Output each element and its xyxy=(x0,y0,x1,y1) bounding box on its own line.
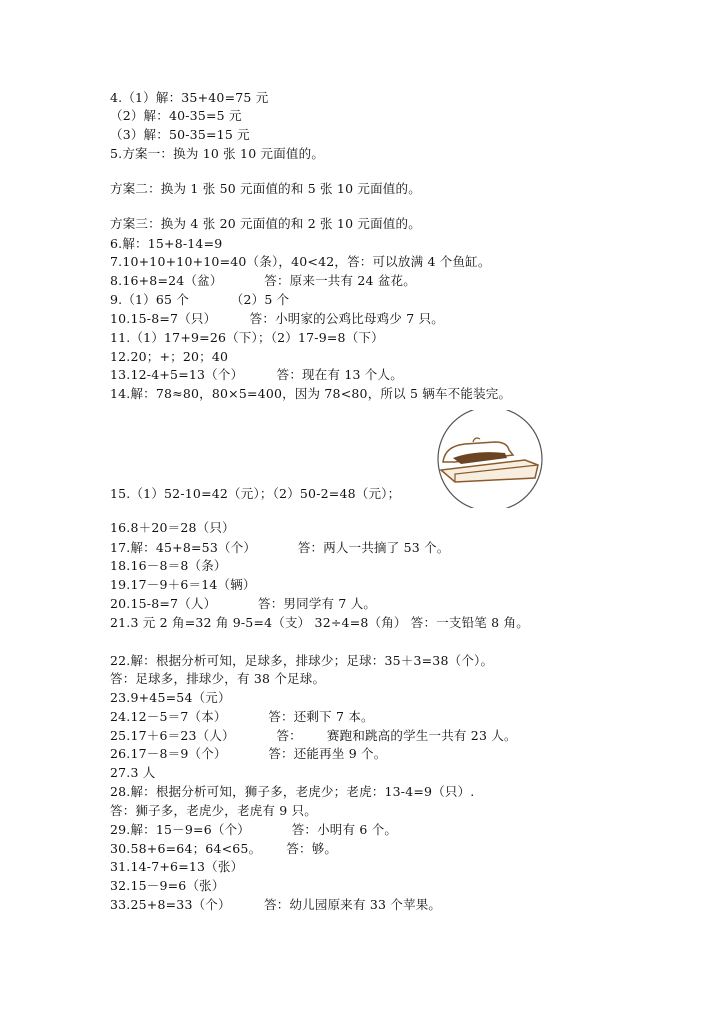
answer-line: 27.3 人 xyxy=(110,765,156,780)
answer-line: 16.8＋20＝28（只） xyxy=(110,520,235,535)
answer-line: 32.15－9=6（张） xyxy=(110,878,225,893)
answer-line: 28.解：根据分析可知，狮子多，老虎少；老虎：13-4=9（只）. xyxy=(110,784,475,799)
answer-line: 7.10+10+10+10=40（条），40<42，答：可以放满 4 个鱼缸。 xyxy=(110,254,491,269)
answer-line: 20.15-8=7（人） 答：男同学有 7 人。 xyxy=(110,596,377,611)
answer-line: 29.解：15－9=6（个） 答：小明有 6 个。 xyxy=(110,822,398,837)
answer-line: 25.17＋6＝23（人） 答： 赛跑和跳高的学生一共有 23 人。 xyxy=(110,728,517,743)
answer-line: 答：足球多，排球少，有 38 个足球。 xyxy=(110,671,326,686)
answer-line: 6.解：15+8-14=9 xyxy=(110,236,223,251)
answer-line: 答：狮子多，老虎少，老虎有 9 只。 xyxy=(110,803,318,818)
answer-line: 方案二：换为 1 张 50 元面值的和 5 张 10 元面值的。 xyxy=(110,181,421,196)
answer-line: 4.（1）解：35+40=75 元 xyxy=(110,90,269,105)
answer-line: 11.（1）17+9=26（下）；（2）17-9=8（下） xyxy=(110,330,384,345)
answer-line: 22.解：根据分析可知，足球多，排球少；足球：35＋3=38（个）。 xyxy=(110,653,494,668)
answer-line: （3）解：50-35=15 元 xyxy=(110,127,250,142)
answer-line: 13.12-4+5=13（个） 答：现在有 13 个人。 xyxy=(110,367,403,382)
answer-line: （2）解：40-35=5 元 xyxy=(110,108,242,123)
answer-line: 30.58+6=64；64<65。 答：够。 xyxy=(110,841,338,856)
answer-line: 17.解：45+8=53（个） 答：两人一共摘了 53 个。 xyxy=(110,540,450,555)
answer-line: 21.3 元 2 角=32 角 9-5=4（支） 32÷4=8（角） 答：一支铅笔 8 角。 xyxy=(110,615,529,630)
pencil-box-illustration xyxy=(435,410,545,508)
answer-line: 8.16+8=24（盆） 答：原来一共有 24 盆花。 xyxy=(110,273,416,288)
answer-line: 19.17－9＋6＝14（辆） xyxy=(110,577,256,592)
answer-line: 12.20；+；20；40 xyxy=(110,349,229,364)
answer-line: 23.9+45=54（元） xyxy=(110,690,231,705)
answer-line: 方案三：换为 4 张 20 元面值的和 2 张 10 元面值的。 xyxy=(110,216,421,231)
answer-line: 24.12－5＝7（本） 答：还剩下 7 本。 xyxy=(110,709,374,724)
answer-line: 5.方案一：换为 10 张 10 元面值的。 xyxy=(110,146,325,161)
answer-line: 18.16－8＝8（条） xyxy=(110,558,227,573)
answer-line: 33.25+8=33（个） 答：幼儿园原来有 33 个苹果。 xyxy=(110,897,442,912)
answer-line: 26.17－8＝9（个） 答：还能再坐 9 个。 xyxy=(110,746,387,761)
answer-line: 9.（1）65 个 （2）5 个 xyxy=(110,292,290,307)
answer-line: 15.（1）52-10=42（元）；（2）50-2=48（元）； xyxy=(110,486,401,501)
answer-line: 31.14-7+6=13（张） xyxy=(110,859,244,874)
answer-line: 14.解：78≈80，80×5=400，因为 78<80，所以 5 辆车不能装完。 xyxy=(110,386,512,401)
answer-line: 10.15-8=7（只） 答：小明家的公鸡比母鸡少 7 只。 xyxy=(110,311,444,326)
